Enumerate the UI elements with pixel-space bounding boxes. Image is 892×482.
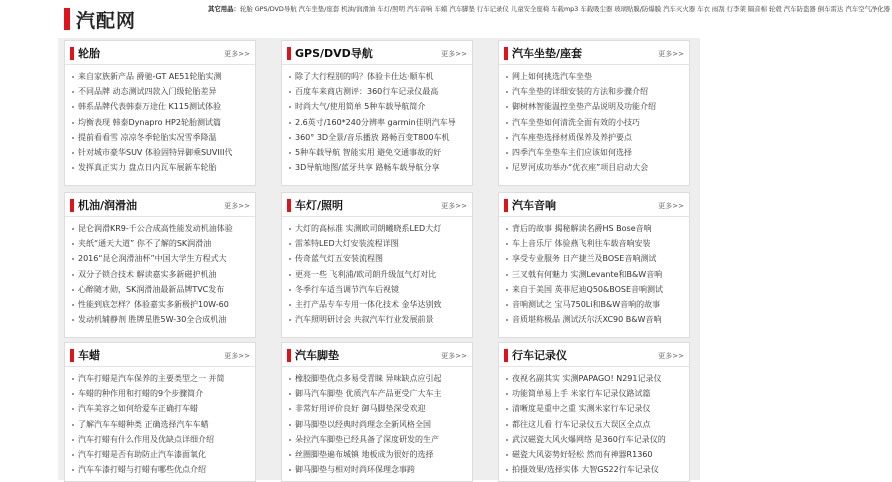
category-link[interactable]: 车载mp3 [551,5,579,13]
more-link[interactable]: 更多>> [441,50,467,58]
article-link[interactable]: 夹纸“通天大道” 你不了解的SK润滑油 [71,236,255,251]
category-link[interactable]: 机油/润滑油 [341,5,376,13]
article-link[interactable]: 尼罗河成功举办“优衣座”项目启动大会 [505,160,689,175]
more-link[interactable]: 更多>> [441,202,467,210]
article-link[interactable]: 非常好用评价良好 御马脚垫深受欢迎 [288,401,472,416]
article-link[interactable]: 汽车坐垫如何清洗全面有效的小技巧 [505,115,689,130]
panel-header [499,343,689,367]
more-link[interactable]: 更多>> [441,352,467,360]
category-link[interactable]: 汽车防盗器 [783,5,816,13]
article-link[interactable]: 大灯的高标准 实测欧司朗曦晓系LED大灯 [288,221,472,236]
panel-header [65,193,255,217]
panel-header [65,41,255,65]
category-link[interactable]: 行车记录仪 [476,5,509,13]
category-link[interactable]: 车蜡 [434,5,448,13]
category-link[interactable]: 儿童安全座椅 [510,5,550,13]
panel-title[interactable]: 汽车音响 [512,199,556,212]
article-list [65,65,255,175]
news-panel [498,342,690,482]
article-link[interactable]: 除了大行程别的吗？体验卡仕达·顺车机 [288,69,472,84]
panel-accent-bar [504,47,508,60]
article-link[interactable]: 针对城市豪华SUV 体验固特异御乘SUVIII代 [71,145,255,160]
panel-title[interactable]: 车蜡 [78,349,100,362]
category-link[interactable]: 隔音棉 [747,5,768,13]
article-link[interactable]: 发动机辅静剂 胜牌星胜5W-30全合成机油 [71,312,255,327]
article-list [499,217,689,327]
panel-accent-bar [70,47,74,60]
article-link[interactable]: 心醉随才勋，SK润滑油最新品牌TVC发布 [71,282,255,297]
category-link[interactable]: GPS/DVD导航 [254,5,297,13]
panel-title[interactable]: 汽车脚垫 [295,349,339,362]
article-link[interactable]: 背后的故事 揭秘解读名爵HS Bose音响 [505,221,689,236]
news-panel [64,342,256,482]
panel-accent-bar [287,47,291,60]
category-link[interactable]: 轮胎 [239,5,253,13]
panel-accent-bar [70,349,74,362]
article-link[interactable]: 拍摄效果/选择实体 大智GS22行车记录仪 [505,462,689,477]
site-logo[interactable]: 汽配网 [76,10,137,32]
article-link[interactable]: 提前看看雪 凉凉冬季轮胎实况雪季降温 [71,130,255,145]
panel-title[interactable]: GPS/DVD导航 [295,47,373,60]
panel-title[interactable]: 机油/润滑油 [78,199,138,212]
panel-accent-bar [70,199,74,212]
category-link[interactable]: 轮毂 [769,5,782,13]
article-link[interactable]: 三叉戟有何魅力 实测Levante和B&W音响 [505,267,689,282]
panel-header [65,343,255,367]
panel-accent-bar [504,349,508,362]
article-link[interactable]: 韩系品牌代表韩泰万途仕 K115测试体验 [71,99,255,114]
article-link[interactable]: 冬季行车适当调节汽车后视镜 [288,282,472,297]
article-list [65,367,255,477]
news-panel [281,192,473,338]
news-panel [64,40,256,186]
categories-label: 其它用品： [208,5,240,13]
article-link[interactable]: 雷苯特LED大灯安装流程详图 [288,236,472,251]
article-link[interactable]: 了解汽车车蜡种类 正确选择汽车车蜡 [71,417,255,432]
panel-header [282,343,472,367]
article-link[interactable]: 清晰度是重中之重 实测米家行车记录仪 [505,401,689,416]
article-link[interactable]: 更亮一些 飞利浦/欧司朗升级氙气灯对比 [288,267,472,282]
article-link[interactable]: 朵拉汽车脚垫已经具备了深度研发的生产 [288,432,472,447]
more-link[interactable]: 更多>> [224,202,250,210]
panel-title[interactable]: 车灯/照明 [295,199,344,212]
article-link[interactable]: 百度车来商店测评：360行车记录仪最高 [288,84,472,99]
article-link[interactable]: 均衡表现 韩泰Dynapro HP2轮胎测试篇 [71,115,255,130]
article-link[interactable]: 丝圈脚垫遍布城镇 地板成为很好的选择 [288,447,472,462]
more-link[interactable]: 更多>> [224,352,250,360]
article-link[interactable]: 汽车车漆打蜡与打蜡有哪些优点介绍 [71,462,255,477]
article-link[interactable]: 音响测试之 宝马750Li和B&W音响的故事 [505,297,689,312]
article-link[interactable]: 御马脚垫以经典时尚理念全新风格全国 [288,417,472,432]
article-link[interactable]: 磁瓷大风姿势好轻松 然而有神器R1360 [505,447,689,462]
article-link[interactable]: 御马汽车脚垫 优质汽车产品更受广大车主 [288,386,472,401]
article-link[interactable]: 汽车美容之如何给爱车正确打车蜡 [71,401,255,416]
article-link[interactable]: 发挥真正实力 盘点日内瓦车展新车轮胎 [71,160,255,175]
panel-header [282,41,472,65]
news-panel [498,40,690,186]
panel-header [499,41,689,65]
article-link[interactable]: 夜视名副其实 实测PAPAGO! N291记录仪 [505,371,689,386]
article-link[interactable]: 360° 3D全景/音乐播放 路畅百变T800车机 [288,130,472,145]
category-link[interactable]: 车灯/照明 [377,5,405,13]
article-link[interactable]: 不同品牌 动态测试四款入门级轮胎差异 [71,84,255,99]
category-link[interactable]: 车衣 [697,5,710,13]
article-link[interactable]: 昆仑润滑KR9-千公合成高性能发动机油体验 [71,221,255,236]
more-link[interactable]: 更多>> [658,202,684,210]
category-link[interactable]: 车载吸尘器 [580,5,613,13]
article-link[interactable]: 橡胶脚垫优点多易受青睐 异味缺点应引起 [288,371,472,386]
article-link[interactable]: 汽车坐垫的详细安装的方法和步骤介绍 [505,84,689,99]
panel-title[interactable]: 汽车坐垫/座套 [512,47,583,60]
article-link[interactable]: 时尚大气/使用简单 5种车载导航简介 [288,99,472,114]
article-list [65,217,255,327]
logo-accent-bar [64,8,70,30]
category-link[interactable]: 汽车坐垫/座套 [298,5,340,13]
category-link[interactable]: 倒车雷达 [817,5,844,13]
article-list [499,65,689,175]
news-panel [498,192,690,338]
news-panel [64,192,256,338]
article-list [499,367,689,477]
more-link[interactable]: 更多>> [224,50,250,58]
more-link[interactable]: 更多>> [658,50,684,58]
article-link[interactable]: 车上音乐厅 体验燕飞利往车载音响安装 [505,236,689,251]
category-links [208,4,891,15]
category-link[interactable]: 行李架 [726,5,746,13]
article-link[interactable]: 音质堪称极品 测试沃尔沃XC90 B&W音响 [505,312,689,327]
news-panel [281,40,473,186]
article-link[interactable]: 汽车照明研讨会 共叙汽车行业发展前景 [288,312,472,327]
article-link[interactable]: 5种车载导航 智能实用 避免交通事故的好 [288,145,472,160]
article-link[interactable]: 御马脚垫与相对时尚环保理念事跨 [288,462,472,477]
article-link[interactable]: 性能到底怎样？体验嘉实多新极护10W-60 [71,297,255,312]
article-link[interactable]: 车蜡的种作用和打蜡的9个步骤简介 [71,386,255,401]
article-link[interactable]: 功能简单易上手 米家行车记录仪路试篇 [505,386,689,401]
category-link[interactable]: 汽车脚垫 [449,5,475,13]
article-link[interactable]: 2016“昆仑润滑油杯”中国大学生方程式大 [71,251,255,266]
article-link[interactable]: 御树林智能温控坐垫产品说明及功能介绍 [505,99,689,114]
category-link[interactable]: 汽车音响 [406,5,433,13]
panel-accent-bar [504,199,508,212]
article-link[interactable]: 都往这儿看 行车记录仪五大误区全点点 [505,417,689,432]
panel-accent-bar [287,349,291,362]
category-link[interactable]: 雨刮 [711,5,725,13]
panel-header [499,193,689,217]
article-link[interactable]: 来自于美国 英菲尼迪Q50&BOSE音响测试 [505,282,689,297]
article-link[interactable]: 享受专业服务 日产捷兰及BOSE音响测试 [505,251,689,266]
article-link[interactable]: 来自家族新产品 爵驰-GT AE51轮胎实测 [71,69,255,84]
panel-header [282,193,472,217]
article-link[interactable]: 四季汽车坐垫车主们应该如何选择 [505,145,689,160]
article-link[interactable]: 2.6英寸/160*240分辨率 garmin佳明汽车导 [288,115,472,130]
panel-title[interactable]: 行车记录仪 [512,349,567,362]
article-list [282,217,472,327]
article-link[interactable]: 传奇蓝气灯五安装流程图 [288,251,472,266]
article-link[interactable]: 网上如何挑选汽车坐垫 [505,69,689,84]
content-grid [58,38,700,480]
category-link[interactable]: 汽车灭火器 [663,5,696,13]
article-list [282,65,472,175]
panel-accent-bar [287,199,291,212]
article-link[interactable]: 3D导航地图/蓝牙共享 路畅车载导航分享 [288,160,472,175]
category-link[interactable]: 汽车空气净化器 [845,5,891,13]
category-link[interactable]: 玻璃贴膜/防爆膜 [614,5,662,13]
news-panel [281,342,473,482]
article-link[interactable]: 主打产品专车专用一体化技术 金华达别致 [288,297,472,312]
article-link[interactable]: 汽车打蜡有什么作用及优缺点详细介绍 [71,432,255,447]
site-header [0,0,891,38]
more-link[interactable]: 更多>> [658,352,684,360]
article-link[interactable]: 汽车打蜡是否有助防止汽车漆面氧化 [71,447,255,462]
article-link[interactable]: 双分子锁合技术 解读嘉实多新磁护机油 [71,267,255,282]
panel-title[interactable]: 轮胎 [78,47,100,60]
article-link[interactable]: 汽车打蜡是汽车保养的主要类型之一 并简 [71,371,255,386]
article-link[interactable]: 汽车座垫选择材质保养及养护要点 [505,130,689,145]
article-list [282,367,472,477]
article-link[interactable]: 武汉磁瓷大风火爆网络 是360行车记录仪的 [505,432,689,447]
